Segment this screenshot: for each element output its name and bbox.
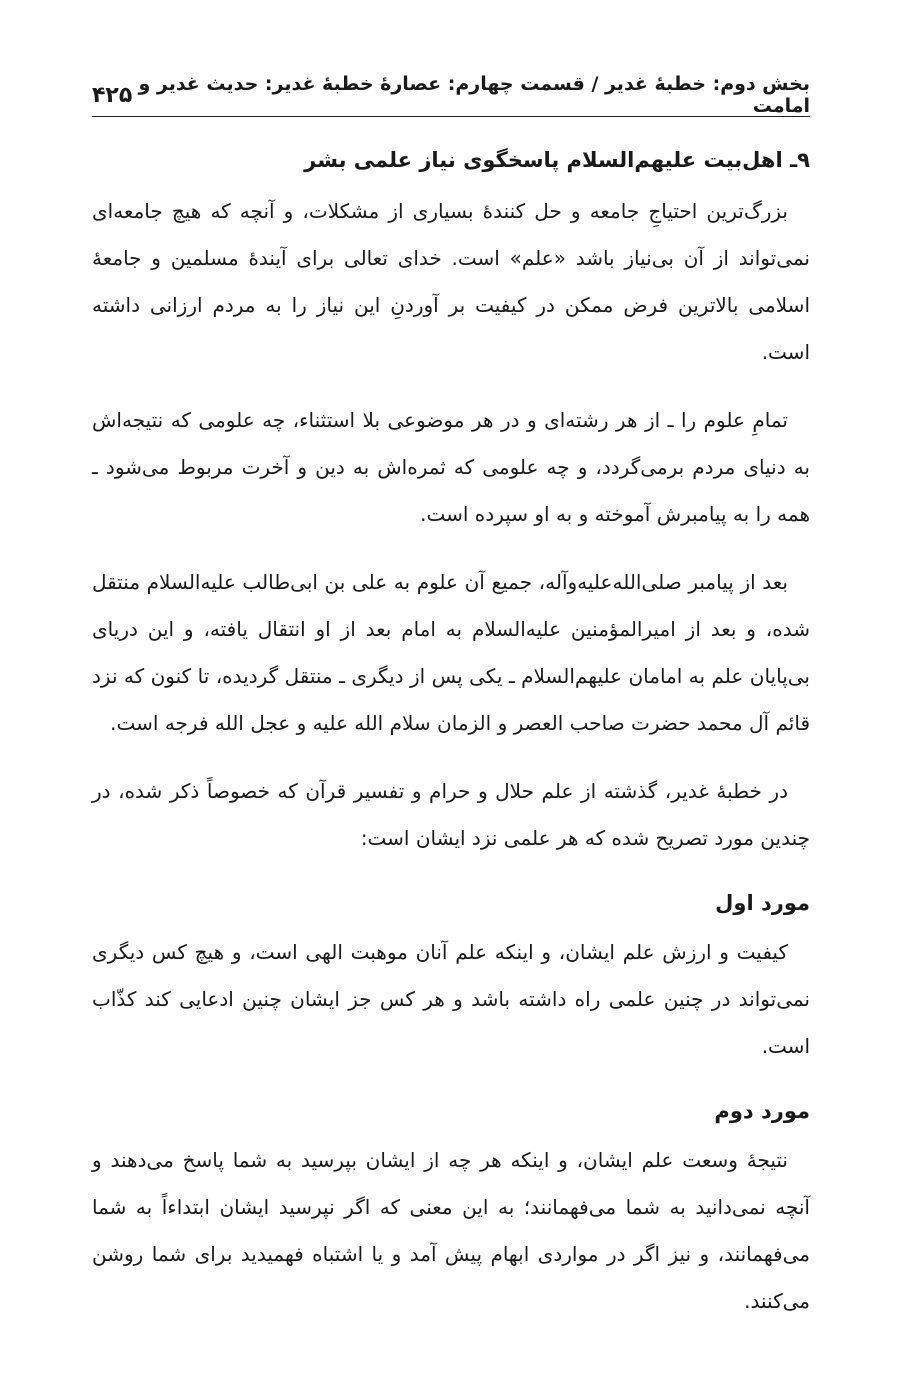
case-1-heading: مورد اول xyxy=(715,891,810,915)
running-header-title: بخش دوم: خطبهٔ غدیر / قسمت چهارم: عصارهٔ خطبهٔ غدیر: حدیث غدیر و امامت xyxy=(138,73,810,117)
paragraph: بزرگ‌ترین احتیاجِ جامعه و حل کنندهٔ بسیاری از مشکلات، و آنچه که هیچ جامعه‌ای نمی‌تواند از آن بی‌نیاز باشد «علم» است. خدای تعالی برای آیندهٔ مسلمین و جامعهٔ اسلامی بالاترین فرض ممکن در کیفیت بر آوردنِ این نیاز را به مردم ارزانی داشته است. xyxy=(92,199,810,364)
case-2-heading: مورد دوم xyxy=(714,1099,810,1123)
case-2-text: نتیجهٔ وسعت علم ایشان، و اینکه هر چه از ایشان بپرسید به شما پاسخ می‌دهند و آنچه نمی‌دانید به شما می‌فهمانند؛ به این معنی که اگر نپرسید ایشان ابتداءاً به شما می‌فهمانند، و نیز اگر در مواردی ابهام پیش آمد و یا اشتباه فهمیدید برای شما روشن می‌کنند. xyxy=(92,1148,810,1313)
page-number: ۴۲۵ xyxy=(92,82,133,108)
paragraph: در خطبهٔ غدیر، گذشته از علم حلال و حرام و تفسیر قرآن که خصوصاً ذکر شده، در چندین مورد تصریح شده که هر علمی نزد ایشان است: xyxy=(92,779,810,850)
paragraph: تمامِ علوم را ـ از هر رشته‌ای و در هر موضوعی بلا استثناء، چه علومی که نتیجه‌اش به دنیای مردم برمی‌گردد، و چه علومی که ثمره‌اش به دین و آخرت مربوط می‌شود ـ همه را به پیامبرش آموخته و به او سپرده است. xyxy=(92,408,810,526)
running-header xyxy=(92,74,810,117)
page-body xyxy=(92,140,810,1346)
section-heading: ۹ـ اهل‌بیت علیهم‌السلام پاسخگوی نیاز علمی بشر xyxy=(304,148,810,172)
case-1-text: کیفیت و ارزش علم ایشان، و اینکه علم آنان موهبت الهی است، و هیچ کس دیگری نمی‌تواند در چنین علمی راه داشته باشد و هر کس جز ایشان چنین ادعایی کند کذّاب است. xyxy=(92,940,810,1058)
paragraph: بعد از پیامبر صلی‌الله‌علیه‌وآله، جمیع آن علوم به علی بن ابی‌طالب علیه‌السلام منتقل شده، و بعد از امیرالمؤمنین علیه‌السلام به امام بعد از او انتقال یافته، و این دریای بی‌پایان علم به امامان علیهم‌السلام ـ یکی پس از دیگری ـ منتقل گردیده، تا کنون که نزد قائم آل محمد حضرت صاحب العصر و الزمان سلام الله علیه و عجل الله فرجه است. xyxy=(92,570,810,735)
